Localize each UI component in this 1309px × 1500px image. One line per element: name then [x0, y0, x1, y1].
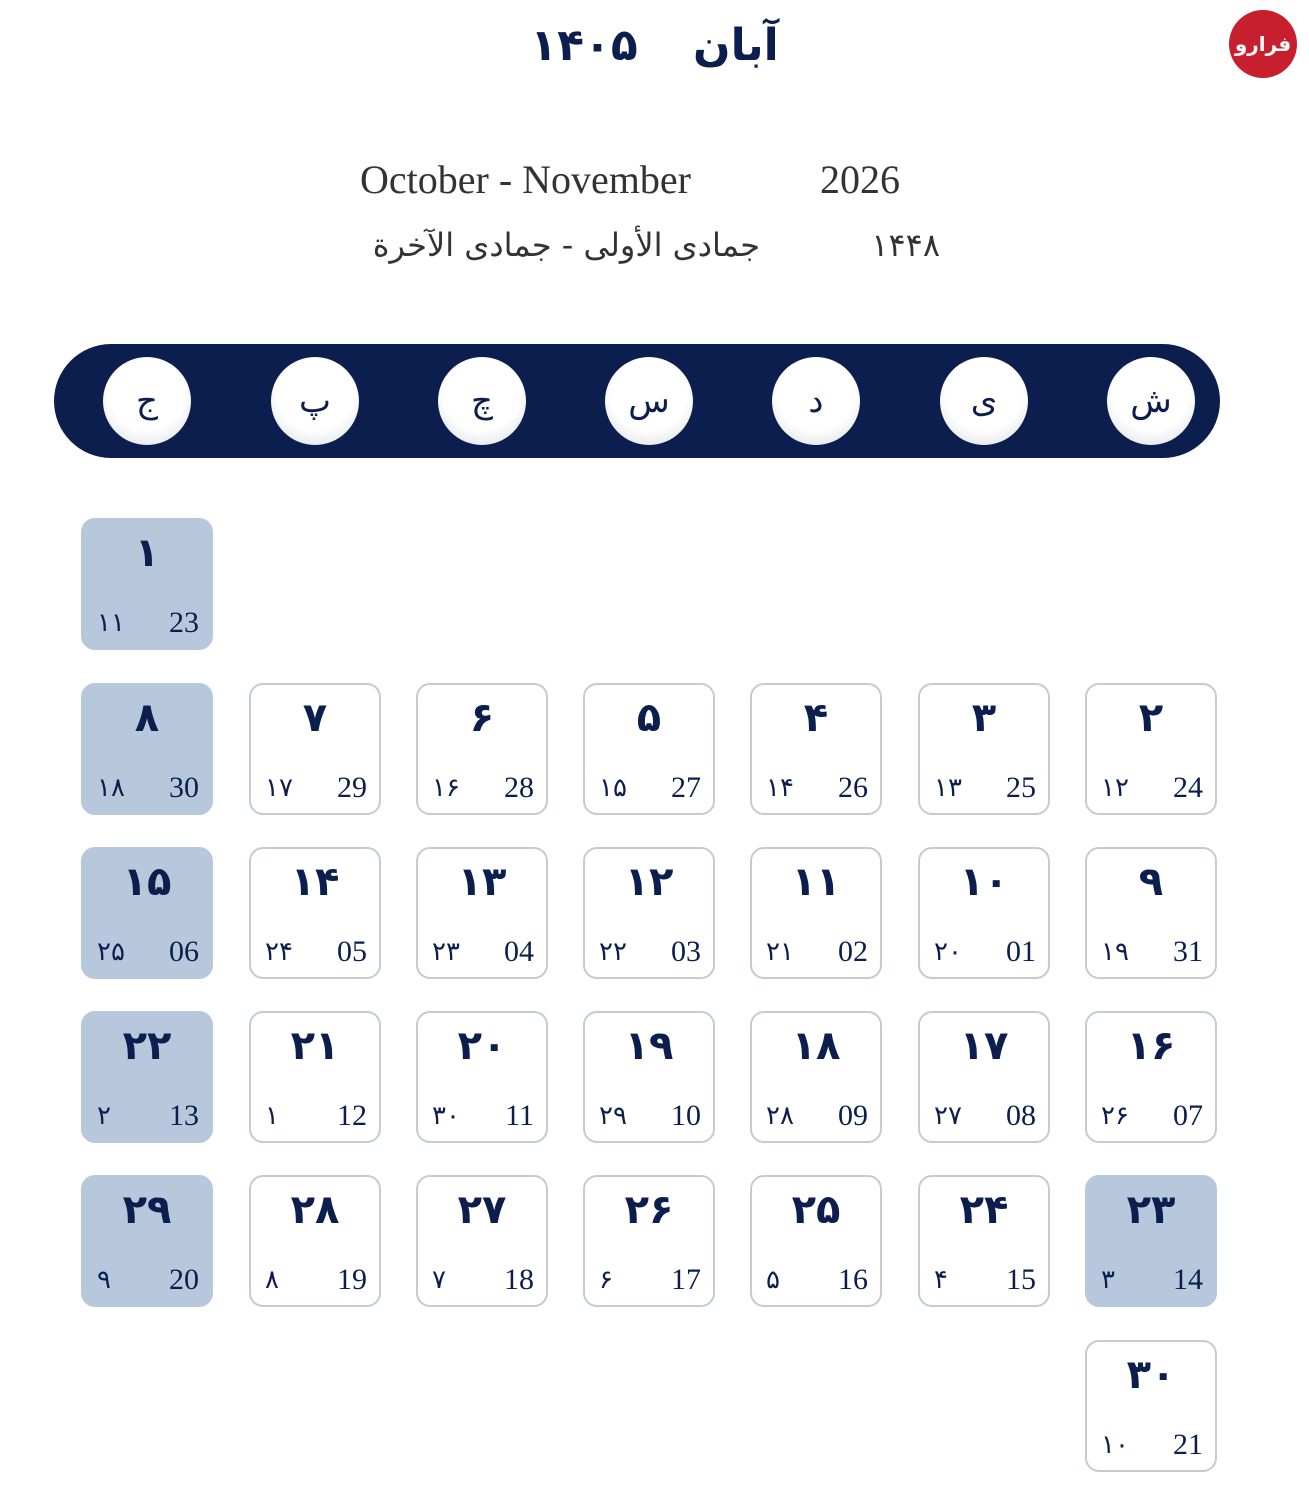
hijri-day-number: ۸	[265, 1265, 279, 1295]
day-cell[interactable]	[81, 1011, 213, 1143]
persian-day-number: ۳	[971, 695, 997, 741]
hijri-day-number: ۱۳	[934, 773, 962, 803]
persian-day-number: ۲۸	[290, 1187, 340, 1233]
day-cell[interactable]	[1085, 683, 1217, 815]
weekday-bar	[54, 344, 1220, 458]
day-cell[interactable]	[249, 683, 381, 815]
day-cell[interactable]	[249, 1175, 381, 1307]
day-cell[interactable]	[416, 1011, 548, 1143]
day-cell[interactable]	[81, 683, 213, 815]
day-cell[interactable]	[750, 847, 882, 979]
hijri-day-number: ۳۰	[432, 1101, 460, 1131]
persian-day-number: ۲۰	[457, 1023, 507, 1069]
gregorian-day-number: 13	[169, 1099, 199, 1132]
gregorian-day-number: 14	[1173, 1263, 1203, 1296]
hijri-day-number: ۲۷	[934, 1101, 962, 1131]
gregorian-day-number: 31	[1173, 935, 1203, 968]
weekday-monday: د	[772, 357, 860, 445]
gregorian-day-number: 10	[671, 1099, 701, 1132]
persian-day-number: ۶	[469, 695, 495, 741]
hijri-day-number: ۱۱	[97, 608, 125, 638]
day-cell[interactable]	[583, 1011, 715, 1143]
gregorian-day-number: 11	[505, 1099, 534, 1132]
weekday-thursday: پ	[271, 357, 359, 445]
hijri-day-number: ۳	[1101, 1265, 1115, 1295]
persian-day-number: ۲۷	[457, 1187, 507, 1233]
gregorian-day-number: 02	[838, 935, 868, 968]
hijri-day-number: ۱۵	[599, 773, 627, 803]
hijri-year: ۱۴۴۸	[871, 226, 940, 264]
day-cell[interactable]	[918, 683, 1050, 815]
hijri-day-number: ۲۹	[599, 1101, 627, 1131]
persian-day-number: ۱۵	[122, 859, 172, 905]
hijri-day-number: ۲۴	[265, 937, 293, 967]
persian-year: ۱۴۰۵	[530, 20, 638, 71]
hijri-day-number: ۲	[97, 1101, 111, 1131]
gregorian-day-number: 20	[169, 1263, 199, 1296]
hijri-day-number: ۷	[432, 1265, 446, 1295]
persian-day-number: ۱	[134, 530, 160, 576]
hijri-day-number: ۵	[766, 1265, 780, 1295]
gregorian-year: 2026	[820, 157, 900, 202]
persian-day-number: ۲۳	[1126, 1187, 1176, 1233]
persian-day-number: ۱۷	[959, 1023, 1009, 1069]
persian-day-number: ۲۲	[122, 1023, 172, 1069]
hijri-day-number: ۱۲	[1101, 773, 1129, 803]
persian-day-number: ۴	[803, 695, 829, 741]
hijri-day-number: ۲۸	[766, 1101, 794, 1131]
gregorian-day-number: 24	[1173, 771, 1203, 804]
persian-day-number: ۱۸	[791, 1023, 841, 1069]
gregorian-day-number: 19	[337, 1263, 367, 1296]
gregorian-day-number: 07	[1173, 1099, 1203, 1132]
hijri-day-number: ۱۰	[1101, 1430, 1129, 1460]
persian-month: آبان	[693, 20, 779, 71]
gregorian-day-number: 05	[337, 935, 367, 968]
persian-day-number: ۳۰	[1126, 1352, 1176, 1398]
hijri-day-number: ۲۱	[766, 937, 794, 967]
persian-day-number: ۷	[302, 695, 328, 741]
gregorian-day-number: 12	[337, 1099, 367, 1132]
gregorian-day-number: 30	[169, 771, 199, 804]
day-cell[interactable]	[1085, 847, 1217, 979]
hijri-day-number: ۲۰	[934, 937, 962, 967]
brand-logo[interactable]	[1229, 10, 1297, 78]
day-cell[interactable]	[416, 683, 548, 815]
gregorian-day-number: 18	[504, 1263, 534, 1296]
persian-day-number: ۹	[1138, 859, 1164, 905]
hijri-day-number: ۲۶	[1101, 1101, 1129, 1131]
gregorian-months: October - November	[360, 157, 691, 202]
hijri-day-number: ۱۹	[1101, 937, 1129, 967]
gregorian-day-number: 08	[1006, 1099, 1036, 1132]
day-cell[interactable]	[750, 1011, 882, 1143]
gregorian-day-number: 27	[671, 771, 701, 804]
hijri-day-number: ۱۶	[432, 773, 460, 803]
persian-day-number: ۲۶	[624, 1187, 674, 1233]
hijri-day-number: ۶	[599, 1265, 613, 1295]
day-cell[interactable]	[249, 847, 381, 979]
persian-day-number: ۱۳	[457, 859, 507, 905]
weekday-saturday: ش	[1107, 357, 1195, 445]
gregorian-day-number: 23	[169, 606, 199, 639]
hijri-day-number: ۱۴	[766, 773, 794, 803]
day-cell[interactable]	[81, 847, 213, 979]
day-cell[interactable]	[918, 1175, 1050, 1307]
gregorian-day-number: 29	[337, 771, 367, 804]
day-cell[interactable]	[81, 518, 213, 650]
persian-day-number: ۲۵	[791, 1187, 841, 1233]
gregorian-day-number: 04	[504, 935, 534, 968]
gregorian-day-number: 28	[504, 771, 534, 804]
logo-text: فرارو	[1234, 32, 1292, 56]
gregorian-day-number: 17	[671, 1263, 701, 1296]
day-cell[interactable]	[249, 1011, 381, 1143]
day-cell[interactable]	[918, 1011, 1050, 1143]
day-cell[interactable]	[583, 847, 715, 979]
day-cell[interactable]	[81, 1175, 213, 1307]
gregorian-day-number: 16	[838, 1263, 868, 1296]
day-cell[interactable]	[750, 1175, 882, 1307]
gregorian-day-number: 25	[1006, 771, 1036, 804]
persian-day-number: ۸	[134, 695, 160, 741]
hijri-day-number: ۲۳	[432, 937, 460, 967]
persian-day-number: ۱۹	[624, 1023, 674, 1069]
day-cell[interactable]	[416, 847, 548, 979]
day-cell[interactable]	[750, 683, 882, 815]
persian-day-number: ۱۱	[791, 859, 841, 905]
hijri-day-number: ۱۷	[265, 773, 293, 803]
day-cell[interactable]	[1085, 1011, 1217, 1143]
hijri-day-number: ۴	[934, 1265, 948, 1295]
day-cell[interactable]	[1085, 1340, 1217, 1472]
persian-day-number: ۲۱	[290, 1023, 340, 1069]
gregorian-day-number: 21	[1173, 1428, 1203, 1461]
gregorian-day-number: 01	[1006, 935, 1036, 968]
hijri-day-number: ۱۸	[97, 773, 125, 803]
month-title	[0, 20, 1309, 71]
persian-day-number: ۲۹	[122, 1187, 172, 1233]
weekday-wednesday: چ	[438, 357, 526, 445]
weekday-friday: ج	[103, 357, 191, 445]
day-cell[interactable]	[416, 1175, 548, 1307]
persian-day-number: ۲۴	[959, 1187, 1009, 1233]
weekday-tuesday: س	[605, 357, 693, 445]
persian-day-number: ۱۴	[290, 859, 340, 905]
persian-day-number: ۱۲	[624, 859, 674, 905]
gregorian-day-number: 26	[838, 771, 868, 804]
persian-day-number: ۱۰	[959, 859, 1009, 905]
gregorian-day-number: 06	[169, 935, 199, 968]
day-cell[interactable]	[1085, 1175, 1217, 1307]
persian-day-number: ۵	[636, 695, 662, 741]
day-cell[interactable]	[918, 847, 1050, 979]
persian-day-number: ۲	[1138, 695, 1164, 741]
gregorian-day-number: 15	[1006, 1263, 1036, 1296]
gregorian-day-number: 03	[671, 935, 701, 968]
gregorian-day-number: 09	[838, 1099, 868, 1132]
hijri-day-number: ۱	[265, 1101, 279, 1131]
day-cell[interactable]	[583, 683, 715, 815]
weekday-sunday: ی	[940, 357, 1028, 445]
persian-day-number: ۱۶	[1126, 1023, 1176, 1069]
hijri-months: جمادی الأولی - جمادی الآخرة	[372, 226, 760, 264]
hijri-day-number: ۹	[97, 1265, 111, 1295]
hijri-day-number: ۲۵	[97, 937, 125, 967]
hijri-day-number: ۲۲	[599, 937, 627, 967]
day-cell[interactable]	[583, 1175, 715, 1307]
